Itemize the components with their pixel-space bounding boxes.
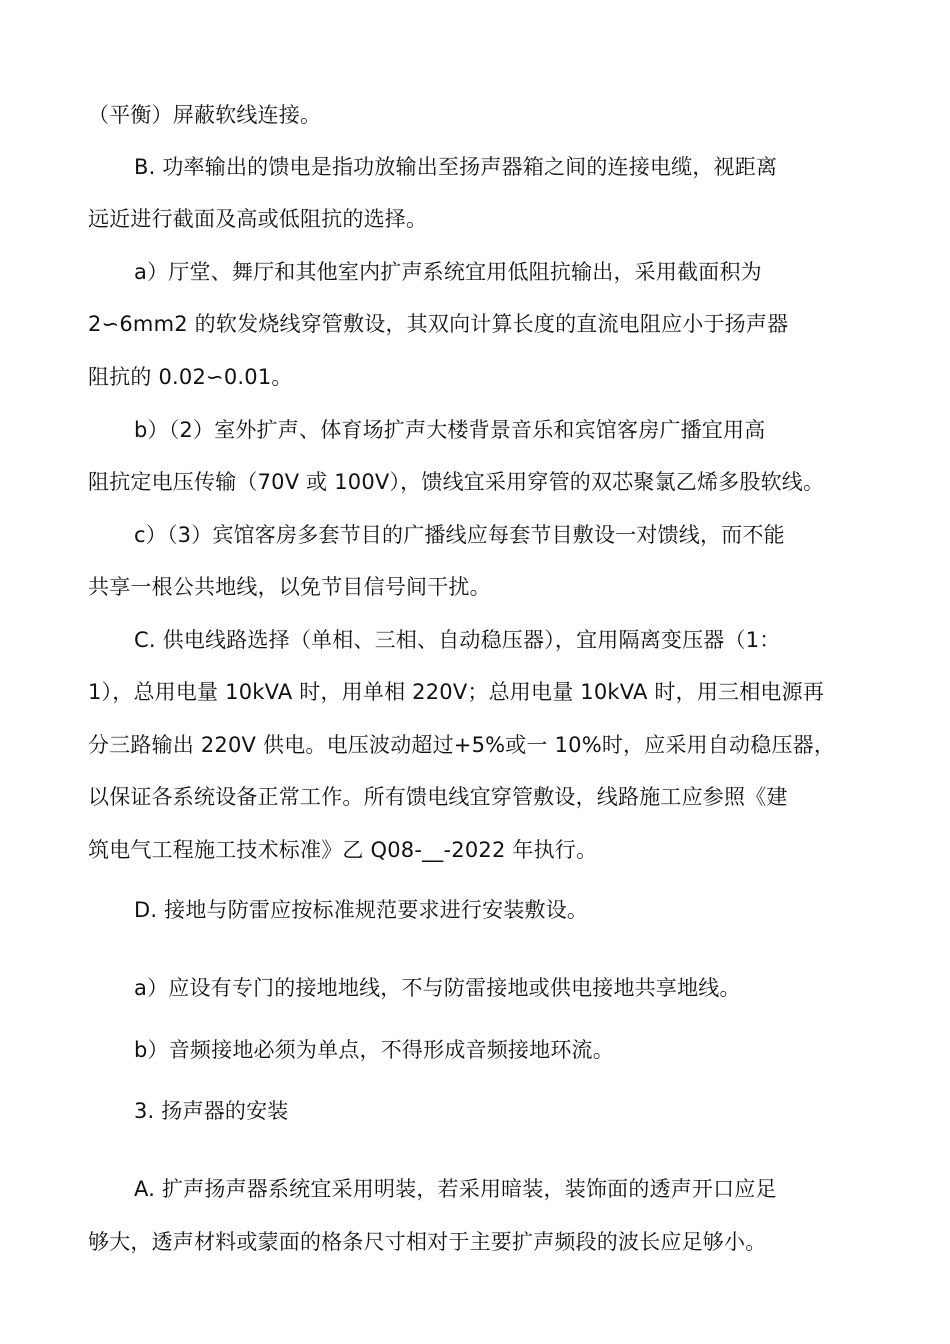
text-line: C. 供电线路选择（单相、三相、自动稳压器），宜用隔离变压器（1： (134, 628, 781, 652)
text-line: b）音频接地必须为单点，不得形成音频接地环流。 (134, 1038, 614, 1062)
text-line: A. 扩声扬声器系统宜采用明装，若采用暗装，装饰面的透声开口应足 (134, 1177, 777, 1201)
text-line: 共享一根公共地线，以免节目信号间干扰。 (88, 575, 491, 599)
text-line: 3. 扬声器的安装 (134, 1099, 289, 1123)
text-line: 阻抗的 0.02∽0.01。 (88, 365, 293, 389)
text-line: 阻抗定电压传输（70V 或 100V），馈线宜采用穿管的双芯聚氯乙烯多股软线。 (88, 470, 825, 494)
text-line: c）（3）宾馆客房多套节目的广播线应每套节目敷设一对馈线，而不能 (134, 523, 785, 547)
text-line: D. 接地与防雷应按标准规范要求进行安装敷设。 (134, 898, 589, 922)
text-line: a）应设有专门的接地地线，不与防雷接地或供电接地共享地线。 (134, 976, 741, 1000)
text-line: b）（2）室外扩声、体育场扩声大楼背景音乐和宾馆客房广播宜用高 (134, 418, 766, 442)
text-line: a）厅堂、舞厅和其他室内扩声系统宜用低阻抗输出，采用截面积为 (134, 260, 762, 284)
text-line: B. 功率输出的馈电是指功放输出至扬声器箱之间的连接电缆，视距离 (134, 155, 778, 179)
text-line: 分三路输出 220V 供电。电压波动超过+5%或一 10%时，应采用自动稳压器， (88, 733, 836, 757)
text-line: 筑电气工程施工技术标准》乙 Q08-__-2022 年执行。 (88, 838, 598, 862)
text-line: 1），总用电量 10kVA 时，用单相 220V；总用电量 10kVA 时，用三相电源再 (88, 680, 825, 704)
text-line: 够大，透声材料或蒙面的格条尺寸相对于主要扩声频段的波长应足够小。 (88, 1230, 767, 1254)
text-line: 2∽6mm2 的软发烧线穿管敷设，其双向计算长度的直流电阻应小于扬声器 (88, 312, 789, 336)
text-line: 远近进行截面及高或低阻抗的选择。 (88, 207, 428, 231)
text-line: 以保证各系统设备正常工作。所有馈电线宜穿管敷设，线路施工应参照《建 (88, 785, 788, 809)
text-line: （平衡）屏蔽软线连接。 (88, 103, 322, 127)
